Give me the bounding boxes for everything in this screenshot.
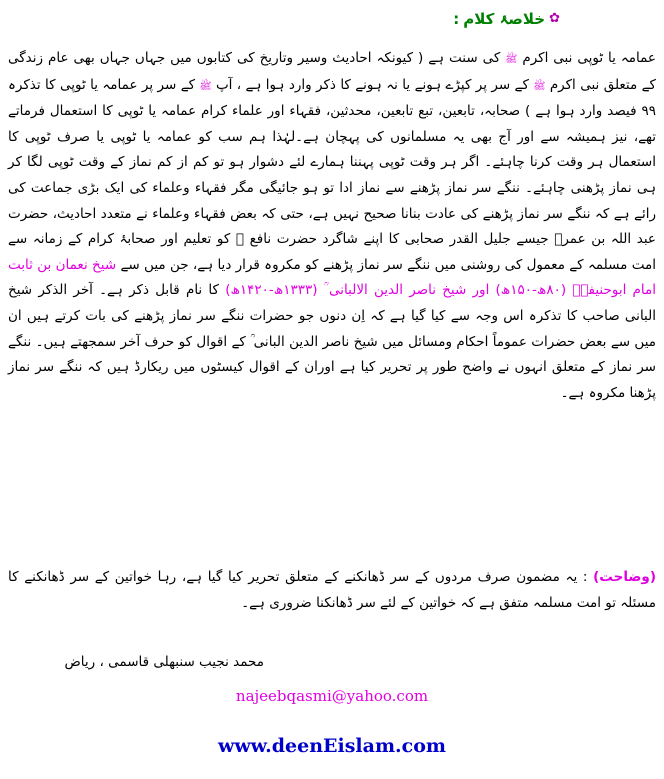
- honorific-symbol: ﷺ: [505, 54, 518, 65]
- body-text-part: کے سر پر کپڑے ہونے یا نہ ہونے کا ذکر وارد ہوا ہے ، آپ: [215, 76, 529, 93]
- clarification-note: [8, 565, 656, 616]
- body-text-part: کے سر پر عمامہ یا ٹوپی کا تذکرہ ۹۹ فیصد وارد ہوا ہے ) صحابہ، تابعین، تبع تابعین، محدثین، فقہاء اور علماء کرام عمامہ یا ٹوپی کا استعمال فرماتے تھے، نیز ہمیشہ سے اور آج بھی یہ مسلمانوں کی پہچان ہے۔لہٰذا ہم سب کو عمامہ یا ٹوپی یا صرف ٹوپی کا استعمال ہر وقت کرنا چاہئے۔ اگر ہر وقت ٹوپی پہننا ہمارے لئے دشوار ہو تو کم از کم نماز کے وقت ٹوپی لگا کر ہی نماز پڑھنی چاہئے۔ ننگے سر نماز پڑھنے سے نماز ادا تو ہو جائیگی مگر فقہاء وعلماء کی ایک بڑی جماعت کی رائے ہے کہ ننگے سر نماز پڑھنے کی عادت بنانا صحیح نہیں ہے، حتی کہ بعض فقہاء وعلماء نے متعدد احادیث، حضرت عبد اللہ بن عمرؓ جیسے جلیل القدر صحابی کا اپنے شاگرد حضرت نافع ؒ کو تعلیم اور صحابۂ کرام کے زمانہ سے امت مسلمہ کے معمول کی روشنی میں ننگے سر نماز پڑھنے کو مکروہ قرار دیا ہے، جن میں سے: [8, 76, 656, 273]
- author-signature: محمد نجیب سنبھلی قاسمی ، ریاض: [64, 654, 264, 670]
- website-link[interactable]: www.deenEislam.com: [217, 735, 447, 757]
- heading-colon: :: [453, 10, 460, 28]
- flower-bullet-icon: ✿: [549, 11, 560, 26]
- body-text-part: کا نام قابل ذکر ہے۔ آخر الذکر شیخ البانی صاحب کا تذکرہ اس وجہ سے کیا گیا ہے کہ اِن دنوں جو حضرات ننگے سر نماز پڑھنے کی بات کرتے ہیں ان میں سے بعض حضرات عموماً احکام ومسائل میں شیخ ناصر الدین البانی ؒ کے اقوال کو حرف آخر سمجھتے ہیں۔ ننگے سر نماز کے متعلق انہوں نے واضح طور پر تحریر کیا ہے اوران کے اقوال کیسٹوں میں ریکارڈ ہیں کہ ننگے سر نماز پڑھنا مکروہ ہے۔: [8, 282, 656, 401]
- honorific-symbol: ﷺ: [533, 80, 546, 92]
- body-paragraph: [8, 46, 656, 406]
- body-text-part: عمامہ یا ٹوپی نبی اکرم: [522, 50, 656, 66]
- section-heading: [453, 8, 560, 30]
- highlighted-scholar-names: شیخ نعمان بن ثابت امام ابوحنیفہؒ (۸۰ھ-۱۵۰ھ) اور شیخ ناصر الدین الالبانی ؒ (۱۳۳۳ھ-۱۴۲۰ھ): [8, 256, 657, 299]
- note-label: (وضاحت): [593, 569, 656, 585]
- note-text: : یہ مضمون صرف مردوں کے سر ڈھانکنے کے متعلق تحریر کیا گیا ہے، رہا خواتین کے سر ڈھانکنے کا مسئلہ تو امت مسلمہ متفق ہے کہ خواتین کے لئے سر ڈھانکنا ضروری ہے۔: [8, 569, 656, 611]
- honorific-symbol: ﷺ: [199, 80, 212, 92]
- author-email[interactable]: najeebqasmi@yahoo.com: [235, 687, 429, 705]
- body-text-part: کی سنت ہے ( کیونکہ احادیث وسیر وتاریخ کی کتابوں میں جہاں جہاں بھی عام زندگی کے متعلق نبی اکرم: [8, 50, 656, 93]
- heading-title: خلاصۂ کلام: [463, 10, 546, 28]
- article-body: [8, 46, 656, 406]
